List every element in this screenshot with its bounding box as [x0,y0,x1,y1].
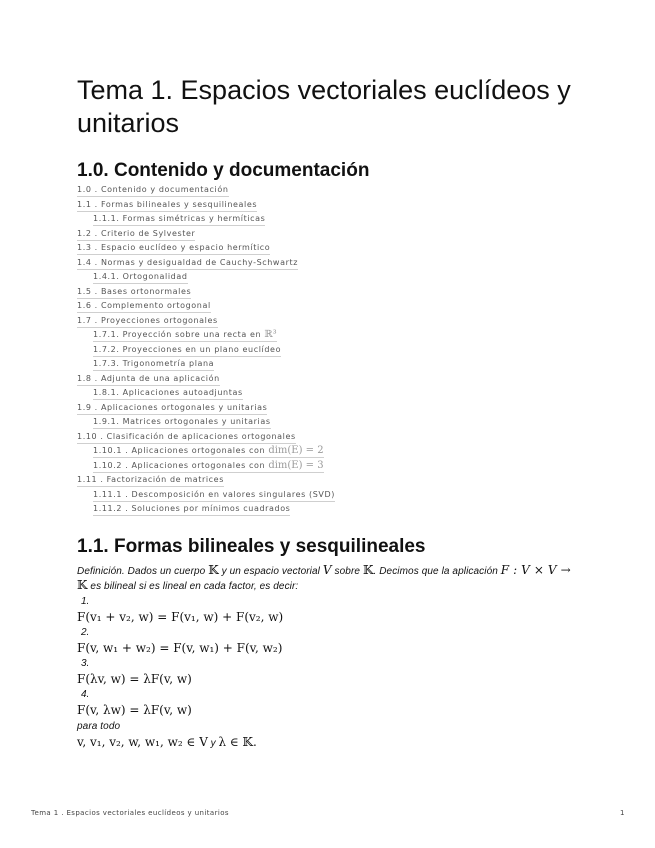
definition-line-1 [77,563,577,579]
map-formula: F : V × V → [500,563,571,577]
toc-link-label: 1.7 . Proyecciones ortogonales [77,315,218,325]
toc-math: ℝ³ [264,329,277,340]
toc-link[interactable] [93,489,335,502]
page-number: 1 [620,809,625,817]
toc-link-label: 1.9.1. Matrices ortogonales y unitarias [93,417,271,426]
toc-link-label: 1.8.1. Aplicaciones autoadjuntas [93,388,243,397]
toc-link-label: 1.10.1 . Aplicaciones ortogonales con [93,446,269,455]
item-formula: F(v, w₁ + w₂) = F(v, w₁) + F(v, w₂) [77,641,283,655]
definition-mid3: . Decimos que la aplicación [373,566,501,577]
definition-line-2 [77,578,577,594]
field-symbol-2: 𝕂 [362,563,374,577]
final-formula-2: λ ∈ 𝕂. [218,735,257,749]
toc-link[interactable] [93,358,214,371]
toc-link[interactable] [77,474,224,487]
toc-link-label: 1.1 . Formas bilineales y sesquilineales [77,199,258,209]
footer-title: Tema 1 . Espacios vectoriales euclídeos y unitarios [31,809,229,817]
toc-link-label: 1.7.3. Trigonometría plana [93,359,215,368]
toc-link-label: 1.10.2 . Aplicaciones ortogonales con [93,460,269,470]
toc-link-label: 1.1.1. Formas simétricas y hermíticas [93,214,266,223]
toc-link[interactable] [77,184,229,197]
item-number: 2. [81,627,90,638]
toc-link-label: 1.0 . Contenido y documentación [77,185,229,194]
para-todo-text: para todo [77,721,121,732]
final-formula: v, v₁, v₂, w, w₁, w₂ ∈ V [77,735,208,749]
toc-link[interactable] [93,445,324,458]
toc-link[interactable] [93,503,290,516]
toc-link-label: 1.5 . Bases ortonormales [77,286,192,296]
final-formula-line [77,735,257,751]
toc-link-label: 1.3 . Espacio euclídeo y espacio hermítico [77,243,271,252]
toc-link-label: 1.11.2 . Soluciones por mínimos cuadrados [93,504,291,513]
item-number: 1. [81,596,90,607]
toc-link-label: 1.4 . Normas y desigualdad de Cauchy-Schwartz [77,257,298,267]
page-title: Tema 1. Espacios vectoriales euclídeos y unitarios [77,75,571,138]
toc-link-label: 1.11 . Factorización de matrices [77,475,224,484]
item-formula: F(λv, w) = λF(v, w) [77,672,192,686]
final-y: y [207,738,219,749]
toc-link[interactable] [77,228,195,241]
toc-link[interactable] [93,213,265,226]
toc-link-label: 1.4.1. Ortogonalidad [93,272,188,281]
item-formula: F(v, λw) = λF(v, w) [77,703,192,717]
definition-mid2: sobre [331,566,363,577]
definition-prefix: Definición. Dados un cuerpo [77,566,209,577]
item-number: 4. [81,689,90,700]
item-number: 3. [81,658,90,669]
toc-link[interactable] [77,315,218,328]
toc-heading: 1.0. Contenido y documentación [77,160,370,181]
toc-link[interactable] [77,300,211,313]
field-symbol-3: 𝕂 [77,578,88,592]
toc-math: dim(E) = 3 [268,459,324,471]
toc-link[interactable] [77,402,267,415]
toc-link[interactable] [77,242,270,255]
field-symbol: 𝕂 [208,563,219,577]
toc-link[interactable] [77,286,191,299]
item-formula: F(v₁ + v₂, w) = F(v₁, w) + F(v₂, w) [77,610,284,624]
definition-line2-text: es bilineal si es lineal en cada factor, es decir: [87,581,299,592]
toc-link-label: 1.8 . Adjunta de una aplicación [77,373,220,383]
toc-link[interactable] [77,257,298,270]
toc-link-label: 1.7.1. Proyección sobre una recta en [93,330,265,339]
toc-link[interactable] [93,460,324,473]
toc-link[interactable] [93,329,277,342]
toc-link-label: 1.10 . Clasificación de aplicaciones ortogonales [77,431,296,441]
toc-link[interactable] [77,431,296,444]
toc-math: dim(E) = 2 [268,445,324,456]
toc-link-label: 1.11.1 . Descomposición en valores singulares (SVD) [93,489,335,499]
toc-link-label: 1.2 . Criterio de Sylvester [77,228,196,238]
toc-link[interactable] [93,416,271,429]
section-heading: 1.1. Formas bilineales y sesquilineales [77,536,426,557]
toc-link[interactable] [93,271,188,284]
space-symbol: V [322,563,332,577]
definition-mid1: y un espacio vectorial [218,566,323,577]
toc-link-label: 1.7.2. Proyecciones en un plano euclídeo [93,344,282,354]
toc-link-label: 1.9 . Aplicaciones ortogonales y unitarias [77,402,268,412]
toc-link[interactable] [77,373,220,386]
toc-link[interactable] [93,387,243,400]
toc-link-label: 1.6 . Complemento ortogonal [77,301,211,310]
toc-link[interactable] [93,344,281,357]
toc-link[interactable] [77,199,257,212]
